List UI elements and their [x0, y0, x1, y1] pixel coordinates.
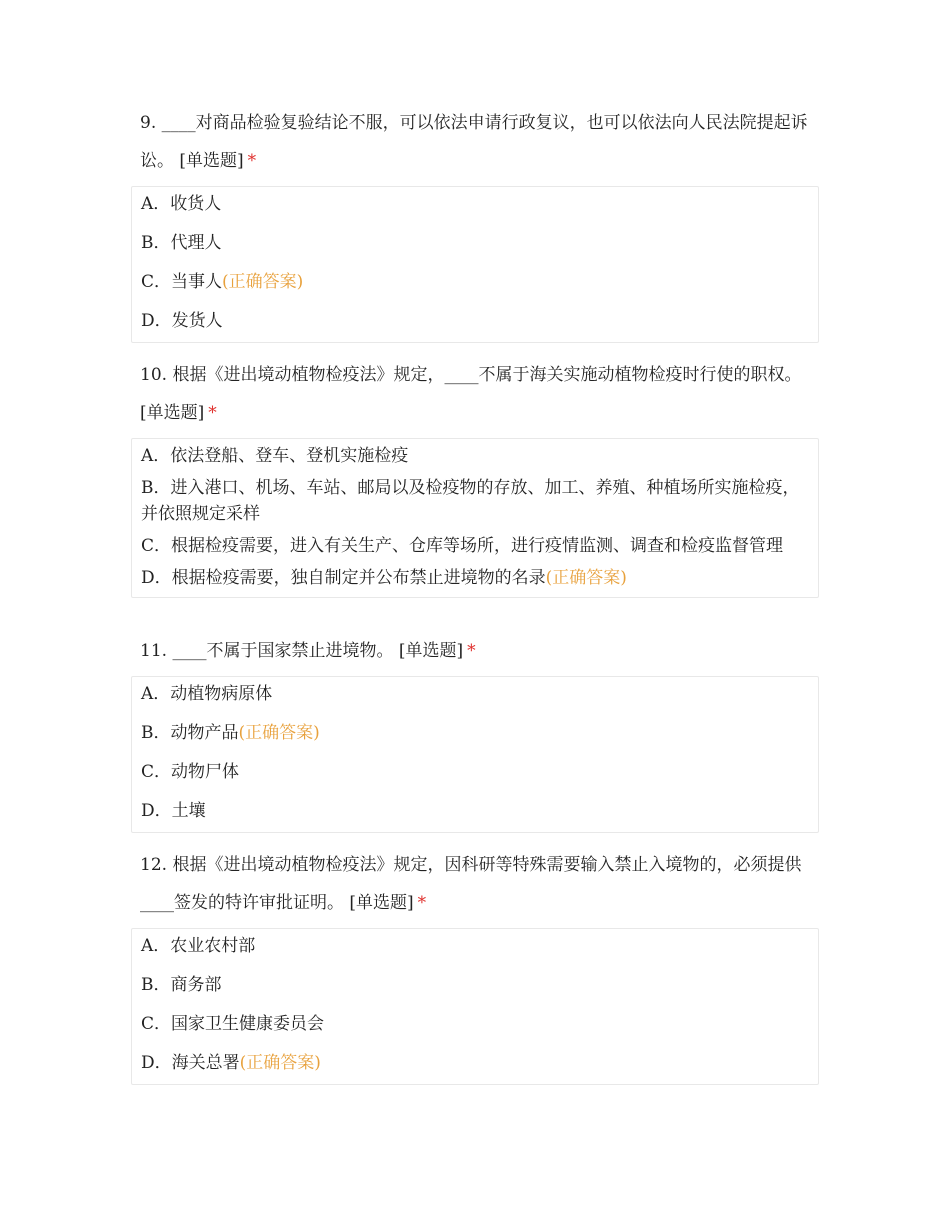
- option-a[interactable]: [141, 681, 810, 707]
- option-text: D．土壤: [141, 801, 206, 821]
- option-text: B．代理人: [141, 233, 222, 253]
- question-text: 10. 根据《进出境动植物检疫法》规定，____不属于海关实施动植物检疫时行使的职权。 [单选题]: [140, 365, 802, 423]
- option-d[interactable]: [141, 798, 810, 824]
- question-10: [131, 356, 819, 598]
- option-list: [131, 928, 819, 1085]
- option-a[interactable]: [141, 443, 810, 469]
- option-text: C．根据检疫需要，进入有关生产、仓库等场所，进行疫情监测、调查和检疫监督管理: [141, 536, 784, 556]
- option-text: A．农业农村部: [141, 936, 256, 956]
- question-title: [131, 104, 819, 180]
- option-text: A．动植物病原体: [141, 684, 273, 704]
- option-a[interactable]: [141, 933, 810, 959]
- question-text: 12. 根据《进出境动植物检疫法》规定，因科研等特殊需要输入禁止入境物的，必须提供____签发的特许审批证明。 [单选题]: [140, 855, 802, 913]
- option-d[interactable]: [141, 308, 810, 334]
- correct-answer-mark: (正确答案): [222, 272, 304, 292]
- required-star: *: [247, 151, 257, 171]
- question-title: [131, 356, 819, 432]
- option-text: D．海关总署: [141, 1053, 240, 1073]
- option-b[interactable]: [141, 230, 810, 256]
- option-list: [131, 186, 819, 343]
- option-text: B．进入港口、机场、车站、邮局以及检疫物的存放、加工、养殖、种植场所实施检疫，并依照规定采样: [141, 478, 800, 524]
- option-text: A．依法登船、登车、登机实施检疫: [141, 446, 409, 466]
- question-9: [131, 104, 819, 343]
- required-star: *: [208, 403, 217, 423]
- required-star: *: [417, 893, 427, 913]
- option-text: C．国家卫生健康委员会: [141, 1014, 325, 1034]
- option-text: C．当事人: [141, 272, 223, 292]
- question-title: [131, 846, 819, 922]
- question-text: 9. ____对商品检验复验结论不服，可以依法申请行政复议，也可以依法向人民法院提起诉讼。 [单选题]: [140, 113, 808, 171]
- option-text: C．动物尸体: [141, 762, 240, 782]
- option-d[interactable]: [141, 1050, 810, 1076]
- correct-answer-mark: (正确答案): [239, 1053, 321, 1073]
- question-11: [131, 632, 819, 833]
- option-c[interactable]: [141, 533, 810, 559]
- option-b[interactable]: [141, 972, 810, 998]
- question-title: [131, 632, 819, 670]
- option-list: [131, 676, 819, 833]
- option-b[interactable]: [141, 720, 810, 746]
- option-text: B．动物产品: [141, 723, 239, 743]
- option-a[interactable]: [141, 191, 810, 217]
- option-list: [131, 438, 819, 598]
- option-c[interactable]: [141, 1011, 810, 1037]
- option-c[interactable]: [141, 759, 810, 785]
- correct-answer-mark: (正确答案): [238, 723, 320, 743]
- question-12: [131, 846, 819, 1085]
- question-text: 11. ____不属于国家禁止进境物。 [单选题]: [140, 641, 464, 661]
- option-c[interactable]: [141, 269, 810, 295]
- option-b[interactable]: [141, 475, 810, 527]
- correct-answer-mark: (正确答案): [545, 568, 627, 588]
- option-text: A．收货人: [141, 194, 222, 214]
- option-text: D．根据检疫需要，独自制定并公布禁止进境物的名录: [141, 568, 546, 588]
- required-star: *: [467, 641, 476, 661]
- option-d[interactable]: [141, 565, 810, 591]
- option-text: B．商务部: [141, 975, 222, 995]
- option-text: D．发货人: [141, 311, 223, 331]
